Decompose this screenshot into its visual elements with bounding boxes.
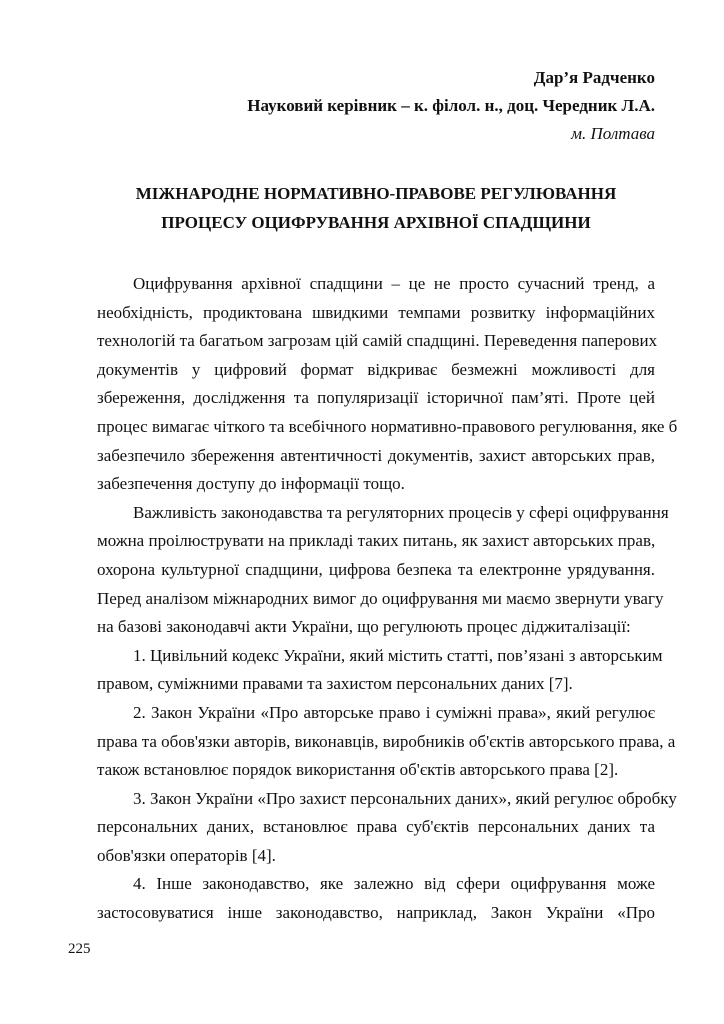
text-line: також встановлює порядок використання об'єктів авторського права [2].: [97, 760, 619, 780]
text-line: 2. Закон України «Про авторське право і суміжні права», який регулює: [133, 702, 655, 722]
text-line: правом, суміжними правами та захистом персональних даних [7].: [97, 674, 573, 694]
text-line: обов'язки операторів [4].: [97, 845, 276, 865]
text-line: права та обов'язки авторів, виконавців, виробників об'єктів авторського права, а: [97, 731, 676, 751]
text-line: Перед аналізом міжнародних вимог до оцифрування ми маємо звернути увагу: [97, 588, 664, 608]
list-item: [97, 870, 655, 927]
article-title-line-1: МІЖНАРОДНЕ НОРМАТИВНО-ПРАВОВЕ РЕГУЛЮВАННЯ: [135, 184, 617, 203]
article-title-line-2: ПРОЦЕСУ ОЦИФРУВАННЯ АРХІВНОЇ СПАДЩИНИ: [161, 213, 591, 232]
text-line: Оцифрування архівної спадщини – це не просто сучасний тренд, а: [133, 274, 655, 293]
text-line: можна проілюструвати на прикладі таких питань, як захист авторських прав,: [97, 531, 656, 551]
author-name: Дар’я Радченко: [533, 68, 655, 87]
paragraph: [97, 270, 678, 499]
text-line: Важливість законодавства та регуляторних процесів у сфері оцифрування: [133, 502, 669, 522]
article-body: [97, 270, 678, 928]
text-line: 3. Закон України «Про захист персональних даних», який регулює обробку: [133, 788, 677, 808]
text-line: охорона культурної спадщини, цифрова безпека та електронне урядування.: [97, 559, 655, 579]
text-line: 4. Інше законодавство, яке залежно від сфери оцифрування може: [133, 874, 655, 894]
text-line: застосовуватися інше законодавство, наприклад, Закон України «Про: [97, 903, 655, 923]
city: м. Полтава: [571, 124, 655, 143]
text-line: процес вимагає чіткого та всебічного нормативно-правового регулювання, яке б: [97, 416, 678, 436]
page-number: 225: [68, 941, 91, 957]
text-line: збереження, дослідження та популяризації історичної пам’яті. Проте цей: [97, 388, 655, 408]
text-line: на базові законодавчі акти України, що регулюють процес діджиталізації:: [97, 617, 631, 637]
text-line: персональних даних, встановлює права суб'єктів персональних даних та: [97, 817, 655, 837]
list-item: [97, 642, 663, 699]
text-line: 1. Цивільний кодекс України, який містить статті, пов’язані з авторським: [133, 645, 663, 665]
text-line: технологій та багатьом загрозам цій самій спадщині. Переведення паперових: [97, 331, 658, 351]
paragraph: [97, 499, 669, 642]
text-line: необхідність, продиктована швидкими темпами розвитку інформаційних: [97, 302, 655, 322]
text-line: забезпечення доступу до інформації тощо.: [97, 474, 405, 494]
text-line: документів у цифровий формат відкриває безмежні можливості для: [97, 359, 655, 379]
list-item: [97, 699, 676, 785]
text-line: забезпечило збереження автентичності документів, захист авторських прав,: [97, 445, 655, 465]
list-item: [97, 785, 677, 871]
supervisor: Науковий керівник – к. філол. н., доц. Чередник Л.А.: [247, 96, 655, 115]
